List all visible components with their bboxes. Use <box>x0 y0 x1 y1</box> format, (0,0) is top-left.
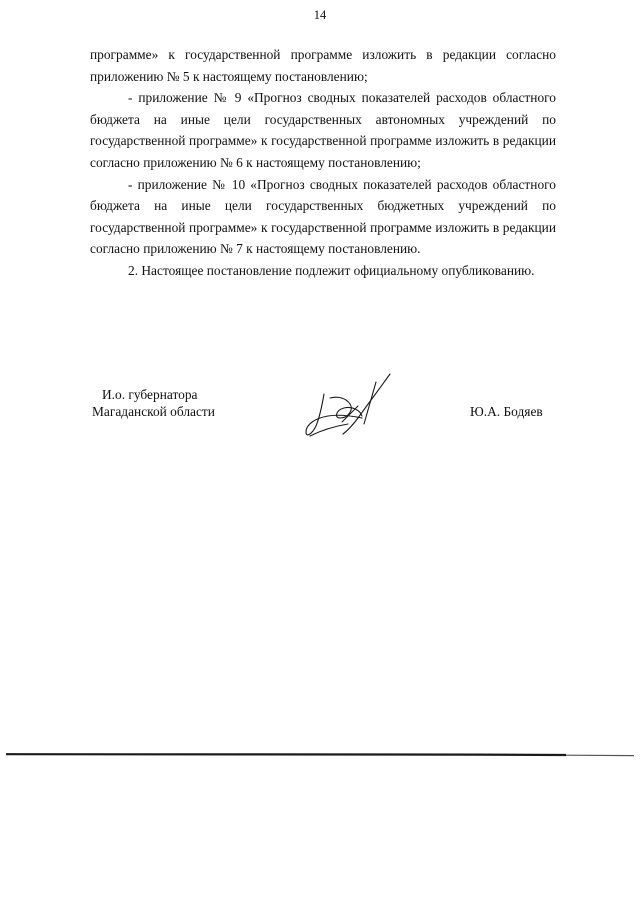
signature-block <box>0 386 640 466</box>
page-number: 14 <box>313 8 327 22</box>
document-body <box>90 44 556 282</box>
paragraph-appendix-10: - приложение № 10 «Прогноз сводных показателей расходов областного бюджета на иные цели государственных бюджетных учреждений по государственной программе» к государственной программе изложить в редакции согласно приложению № 7 к настоящему постановлению. <box>90 176 556 257</box>
paragraph-publication: 2. Настоящее постановление подлежит официальному опубликованию. <box>128 262 535 278</box>
handwritten-signature <box>302 372 394 442</box>
position-line-1: И.о. губернатора <box>102 387 198 402</box>
bottom-rule <box>6 751 634 759</box>
signer-position <box>92 386 215 420</box>
paragraph-continuation: программе» к государственной программе изложить в редакции согласно приложению № 5 к настоящему постановлению; <box>90 47 556 84</box>
signer-name: Ю.А. Бодяев <box>470 404 543 419</box>
position-line-2: Магаданской области <box>92 404 215 419</box>
paragraph-appendix-9: - приложение № 9 «Прогноз сводных показателей расходов областного бюджета на иные цели государственных автономных учреждений по государственной программе» к государственной программе изложить в редакции согласно приложению № 6 к настоящему постановлению; <box>90 90 556 170</box>
